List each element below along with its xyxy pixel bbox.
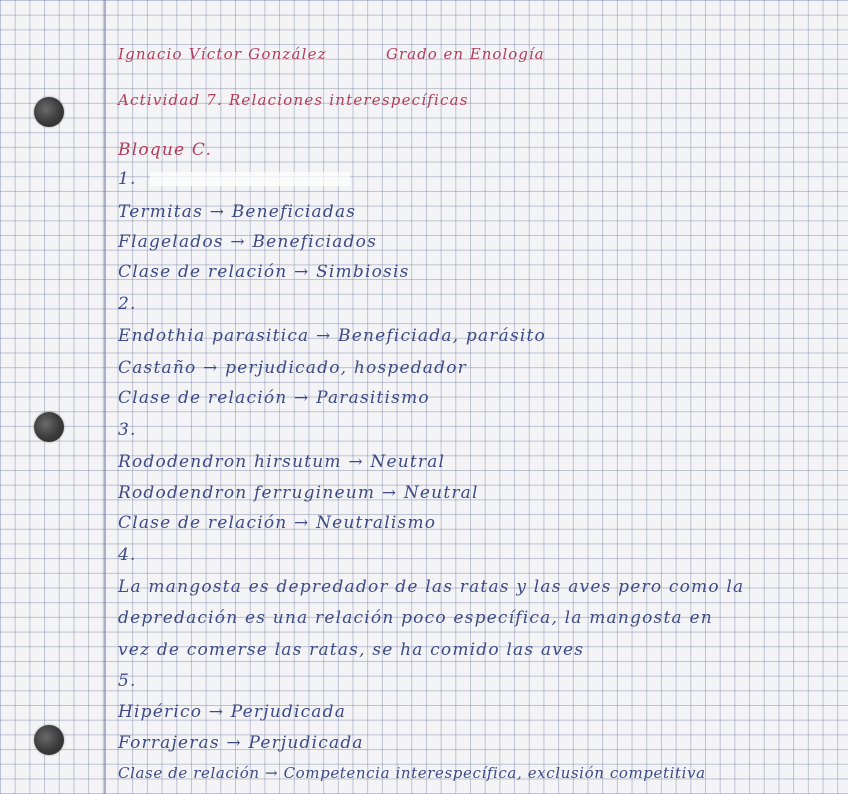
answer-line: depredación es una relación poco específica, la mangosta en [118, 608, 713, 628]
answer-line: Rododendron hirsutum → Neutral [118, 452, 446, 472]
answer-number: 2. [118, 294, 137, 314]
binder-hole [34, 97, 64, 127]
binder-hole [34, 412, 64, 442]
degree-name: Grado en Enología [386, 45, 545, 63]
binder-hole [34, 725, 64, 755]
answer-line: Rododendron ferrugineum → Neutral [118, 483, 479, 503]
answer-line: La mangosta es depredador de las ratas y las aves pero como la [118, 577, 745, 597]
answer-number: 5. [118, 671, 137, 691]
answer-line: Clase de relación → Competencia interespecífica, exclusión competitiva [118, 764, 706, 782]
answer-number: 3. [118, 420, 137, 440]
answer-number: 4. [118, 545, 137, 565]
answer-number: 1. [118, 169, 137, 189]
answer-line: Forrajeras → Perjudicada [118, 733, 364, 753]
eraser-smudge [150, 172, 350, 186]
block-title: Bloque C. [118, 140, 213, 160]
answer-line: Flagelados → Beneficiados [118, 232, 378, 252]
answer-line: Castaño → perjudicado, hospedador [118, 358, 467, 378]
notebook-margin-line [104, 0, 106, 794]
answer-line: Hipérico → Perjudicada [118, 702, 347, 722]
answer-line: Clase de relación → Parasitismo [118, 388, 430, 408]
answer-line: Clase de relación → Simbiosis [118, 262, 410, 282]
student-name: Ignacio Víctor González [118, 45, 327, 63]
activity-title: Actividad 7. Relaciones interespecíficas [118, 91, 469, 109]
answer-line: Clase de relación → Neutralismo [118, 513, 437, 533]
answer-line: vez de comerse las ratas, se ha comido las aves [118, 640, 585, 660]
answer-line: Termitas → Beneficiadas [118, 202, 357, 222]
answer-line: Endothia parasitica → Beneficiada, parásito [118, 326, 546, 346]
